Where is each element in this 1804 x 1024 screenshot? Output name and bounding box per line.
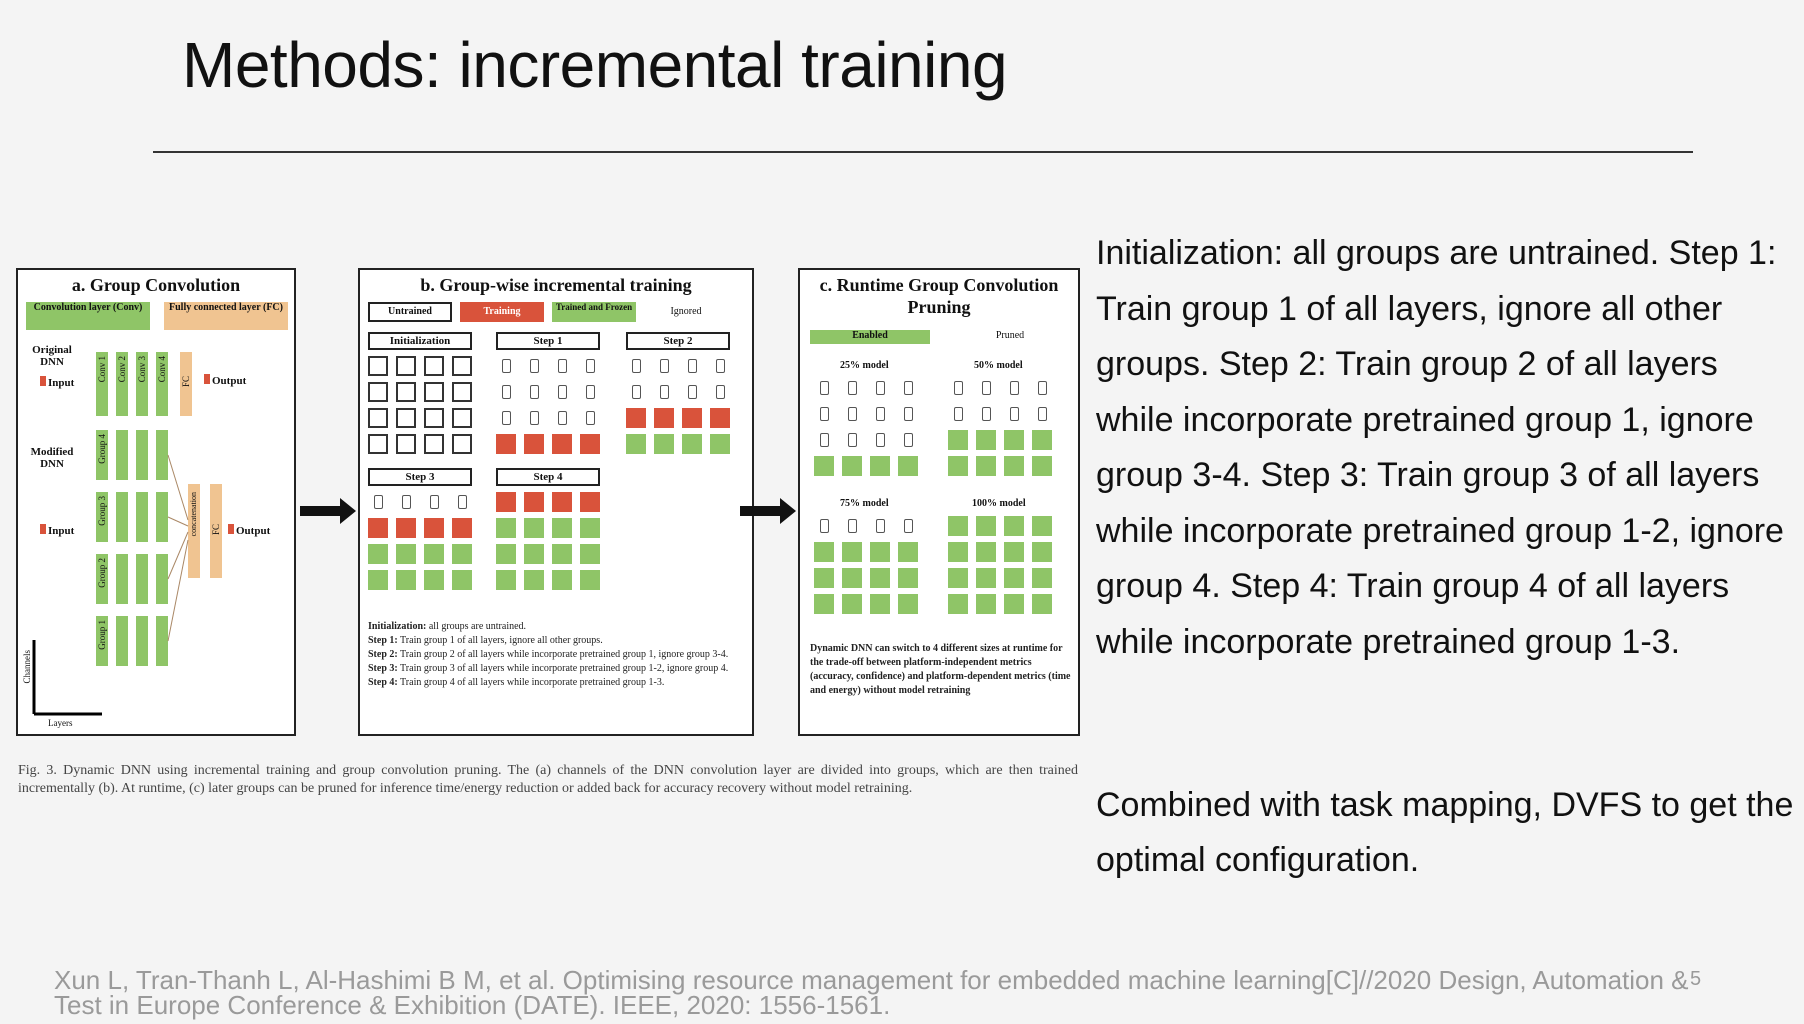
grid-cell-ignored [682, 382, 702, 402]
grid-cell-frozen [1004, 542, 1024, 562]
grid-cell-frozen [1004, 430, 1024, 450]
grid-cell-frozen [424, 544, 444, 564]
grid-cell-ignored [524, 408, 544, 428]
step-header: Step 2 [626, 332, 730, 350]
output-label-bottom: Output [228, 524, 270, 537]
grid-cell-frozen [396, 544, 416, 564]
title-divider [153, 151, 1693, 153]
grid-cell-frozen [682, 434, 702, 454]
arrow-b-to-c [740, 498, 796, 524]
arrow-a-to-b [300, 498, 356, 524]
original-dnn-label: Original DNN [32, 344, 72, 368]
grid-cell-ignored [452, 492, 472, 512]
grid-cell-frozen [814, 456, 834, 476]
grid-cell-frozen [948, 594, 968, 614]
conv-label: Conv 4 [157, 356, 167, 383]
grid-cell-pruned [870, 516, 890, 536]
grid-cell-pruned [870, 378, 890, 398]
grid-cell-frozen [1004, 456, 1024, 476]
grid-cell-pruned [842, 404, 862, 424]
grid-cell-frozen [976, 516, 996, 536]
output-label-top: Output [204, 374, 246, 387]
grid-cell-frozen [1004, 516, 1024, 536]
grid-cell-frozen [580, 518, 600, 538]
grid-cell-pruned [814, 516, 834, 536]
grid-cell-pruned [948, 404, 968, 424]
grid-cell-training [626, 408, 646, 428]
layers-axis-label: Layers [48, 718, 73, 728]
grid-cell-frozen [898, 542, 918, 562]
conclusion-text: Combined with task mapping, DVFS to get the optimal configuration. [1096, 786, 1794, 879]
conv-label: Conv 2 [117, 356, 127, 383]
grid-cell-frozen [842, 542, 862, 562]
step-header: Step 1 [496, 332, 600, 350]
legend-ignored: Ignored [670, 306, 702, 317]
panel-runtime-pruning [798, 268, 1080, 736]
grid-cell-frozen [976, 430, 996, 450]
grid-cell-frozen [552, 544, 572, 564]
grid-cell-frozen [976, 456, 996, 476]
fc-label-modified: FC [211, 524, 221, 536]
fanin-lines [18, 270, 298, 736]
grid-cell-ignored [552, 382, 572, 402]
grid-cell-ignored [496, 382, 516, 402]
grid-cell-ignored [496, 408, 516, 428]
grid-cell-frozen [814, 594, 834, 614]
grid-cell-untrained [368, 434, 388, 454]
grid-cell-frozen [898, 594, 918, 614]
grid-cell-untrained [368, 408, 388, 428]
grid-cell-ignored [368, 492, 388, 512]
grid-cell-frozen [898, 456, 918, 476]
grid-cell-frozen [842, 568, 862, 588]
grid-cell-frozen [1032, 594, 1052, 614]
step-header: Initialization [368, 332, 472, 350]
grid-cell-frozen [524, 518, 544, 538]
legend-enabled: Enabled [810, 330, 930, 344]
grid-cell-training [424, 518, 444, 538]
grid-cell-ignored [654, 356, 674, 376]
grid-cell-frozen [524, 570, 544, 590]
grid-cell-untrained [424, 356, 444, 376]
legend-conv: Convolution layer (Conv) [26, 302, 150, 330]
grid-cell-training [710, 408, 730, 428]
grid-cell-ignored [496, 356, 516, 376]
figure [16, 268, 1080, 738]
grid-cell-frozen [710, 434, 730, 454]
pruning-note: Dynamic DNN can switch to 4 different sizes at runtime for the trade-off between platform-independent metrics (accuracy, confidence) and platform-dependent metrics (time and energy) without model retraining [810, 643, 1071, 696]
grid-cell-frozen [842, 594, 862, 614]
legend-training: Training [460, 302, 544, 322]
grid-cell-pruned [1004, 404, 1024, 424]
legend-pruned: Pruned [995, 330, 1025, 341]
group-label: Group 1 [97, 620, 107, 650]
grid-cell-untrained [424, 382, 444, 402]
grid-cell-ignored [396, 492, 416, 512]
grid-cell-pruned [870, 404, 890, 424]
grid-cell-frozen [626, 434, 646, 454]
panel-a-title: a. Group Convolution [71, 275, 241, 295]
grid-cell-untrained [368, 356, 388, 376]
grid-cell-training [368, 518, 388, 538]
grid-cell-frozen [948, 568, 968, 588]
grid-cell-frozen [368, 544, 388, 564]
grid-cell-frozen [948, 516, 968, 536]
grid-cell-frozen [580, 544, 600, 564]
grid-cell-pruned [842, 516, 862, 536]
grid-cell-frozen [452, 570, 472, 590]
grid-cell-frozen [814, 542, 834, 562]
grid-cell-pruned [1004, 378, 1024, 398]
grid-cell-frozen [580, 570, 600, 590]
grid-cell-ignored [710, 382, 730, 402]
grid-cell-frozen [948, 456, 968, 476]
grid-cell-ignored [580, 408, 600, 428]
legend-frozen: Trained and Frozen [552, 302, 636, 322]
grid-cell-pruned [948, 378, 968, 398]
note-line: Initialization: all groups are untrained. [368, 621, 527, 632]
grid-cell-untrained [452, 434, 472, 454]
grid-cell-untrained [452, 382, 472, 402]
grid-cell-ignored [654, 382, 674, 402]
grid-cell-frozen [842, 456, 862, 476]
grid-cell-pruned [976, 378, 996, 398]
citation: Xun L, Tran-Thanh L, Al-Hashimi B M, et al. Optimising resource management for embedded machine learning[C]//2020 Design, Automation & Test in Europe Conference & Exhibition (DATE). IEEE, 2020: 1556-1561. [54, 965, 1689, 1020]
grid-cell-ignored [424, 492, 444, 512]
model-label: 100% model [972, 498, 1026, 509]
grid-cell-training [654, 408, 674, 428]
grid-cell-ignored [580, 382, 600, 402]
grid-cell-frozen [396, 570, 416, 590]
grid-cell-frozen [524, 544, 544, 564]
note-line: Step 1: Train group 1 of all layers, ignore all other groups. [368, 635, 603, 646]
grid-cell-training [552, 434, 572, 454]
grid-cell-untrained [396, 434, 416, 454]
grid-cell-frozen [870, 542, 890, 562]
group-label: Group 2 [97, 558, 107, 588]
grid-cell-frozen [976, 542, 996, 562]
grid-cell-ignored [626, 356, 646, 376]
grid-cell-ignored [524, 356, 544, 376]
grid-cell-frozen [870, 568, 890, 588]
grid-cell-frozen [1032, 542, 1052, 562]
grid-cell-ignored [524, 382, 544, 402]
grid-cell-frozen [1032, 568, 1052, 588]
note-line: Step 4: Train group 4 of all layers while incorporate pretrained group 1-3. [368, 677, 665, 688]
grid-cell-pruned [870, 430, 890, 450]
grid-cell-ignored [552, 356, 572, 376]
panel-b-title: b. Group-wise incremental training [420, 275, 692, 295]
grid-cell-frozen [496, 544, 516, 564]
grid-cell-ignored [710, 356, 730, 376]
grid-cell-frozen [976, 568, 996, 588]
panel-group-convolution [16, 268, 296, 736]
grid-cell-training [682, 408, 702, 428]
grid-cell-frozen [496, 570, 516, 590]
grid-cell-training [496, 434, 516, 454]
grid-cell-frozen [870, 456, 890, 476]
grid-cell-untrained [368, 382, 388, 402]
grid-cell-training [524, 492, 544, 512]
grid-cell-frozen [814, 568, 834, 588]
grid-cell-frozen [1032, 516, 1052, 536]
panel-incremental-training [358, 268, 754, 736]
grid-cell-frozen [654, 434, 674, 454]
concat-label: concatenation [189, 492, 198, 537]
explanation-text: Initialization: all groups are untrained. Step 1: Train group 1 of all layers, ignore all other groups. Step 2: Train group 2 of all layers while incorporate pretrained group 1, ignore group 3-4. Step 3: Train group 3 of all layers while incorporate pretrained group 1-2, ignore group 4. Step 4: Train group 4 of all layers while incorporate pretrained group 1-3. [1096, 234, 1784, 661]
step-header: Step 3 [368, 468, 472, 486]
model-label: 75% model [840, 498, 889, 509]
grid-cell-ignored [552, 408, 572, 428]
grid-cell-frozen [898, 568, 918, 588]
grid-cell-pruned [814, 378, 834, 398]
grid-cell-pruned [842, 378, 862, 398]
grid-cell-frozen [552, 570, 572, 590]
grid-cell-pruned [814, 430, 834, 450]
grid-cell-training [396, 518, 416, 538]
grid-cell-pruned [898, 404, 918, 424]
notes-block [368, 620, 748, 690]
slide-title: Methods: incremental training [182, 29, 1008, 101]
grid-cell-frozen [1032, 430, 1052, 450]
grid-cell-pruned [1032, 378, 1052, 398]
grid-cell-frozen [948, 542, 968, 562]
grid-cell-frozen [1004, 568, 1024, 588]
conv-label: Conv 1 [97, 356, 107, 383]
input-label-bottom: Input [40, 524, 74, 537]
grid-cell-ignored [626, 382, 646, 402]
channels-axis-label: Channels [22, 650, 32, 684]
grid-cell-ignored [682, 356, 702, 376]
grid-cell-pruned [898, 516, 918, 536]
figure-caption: Fig. 3. Dynamic DNN using incremental training and group convolution pruning. The (a) channels of the DNN convolution layer are divided into groups, which are then trained incrementally (b). At runtime, (c) later groups can be pruned for inference time/energy reduction or added back for accuracy recovery without model retraining. [18, 763, 1078, 796]
grid-cell-frozen [452, 544, 472, 564]
model-label: 25% model [840, 360, 889, 371]
conv-label: Conv 3 [137, 356, 147, 383]
grid-cell-pruned [976, 404, 996, 424]
modified-dnn-label: Modified DNN [30, 446, 74, 470]
grid-cell-training [452, 518, 472, 538]
grid-cell-frozen [870, 594, 890, 614]
group-label: Group 4 [97, 434, 107, 464]
grid-cell-untrained [424, 408, 444, 428]
note-line: Step 3: Train group 3 of all layers while incorporate pretrained group 1-2, ignore group 4. [368, 663, 729, 674]
grid-cell-untrained [452, 408, 472, 428]
grid-cell-frozen [424, 570, 444, 590]
grid-cell-untrained [452, 356, 472, 376]
grid-cell-frozen [552, 518, 572, 538]
grid-cell-pruned [814, 404, 834, 424]
legend-untrained: Untrained [368, 302, 452, 322]
fc-label: FC [181, 376, 191, 388]
grid-cell-training [524, 434, 544, 454]
panel-c-title: c. Runtime Group Convolution Pruning [819, 275, 1059, 317]
grid-cell-frozen [368, 570, 388, 590]
input-label-top: Input [40, 376, 74, 389]
grid-cell-pruned [1032, 404, 1052, 424]
note-line: Step 2: Train group 2 of all layers while incorporate pretrained group 1, ignore group 3-4. [368, 649, 729, 660]
grid-cell-training [496, 492, 516, 512]
grid-cell-training [580, 492, 600, 512]
grid-cell-frozen [1004, 594, 1024, 614]
grid-cell-untrained [396, 356, 416, 376]
grid-cell-pruned [898, 430, 918, 450]
grid-cell-pruned [898, 378, 918, 398]
step-header: Step 4 [496, 468, 600, 486]
grid-cell-frozen [948, 430, 968, 450]
legend-fc: Fully connected layer (FC) [164, 302, 288, 330]
grid-cell-frozen [496, 518, 516, 538]
grid-cell-untrained [396, 408, 416, 428]
group-label: Group 3 [97, 496, 107, 526]
page-number: 5 [1690, 968, 1702, 990]
grid-cell-frozen [976, 594, 996, 614]
grid-cell-pruned [842, 430, 862, 450]
model-label: 50% model [974, 360, 1023, 371]
grid-cell-frozen [1032, 456, 1052, 476]
grid-cell-ignored [580, 356, 600, 376]
grid-cell-training [552, 492, 572, 512]
grid-cell-untrained [424, 434, 444, 454]
grid-cell-training [580, 434, 600, 454]
grid-cell-untrained [396, 382, 416, 402]
